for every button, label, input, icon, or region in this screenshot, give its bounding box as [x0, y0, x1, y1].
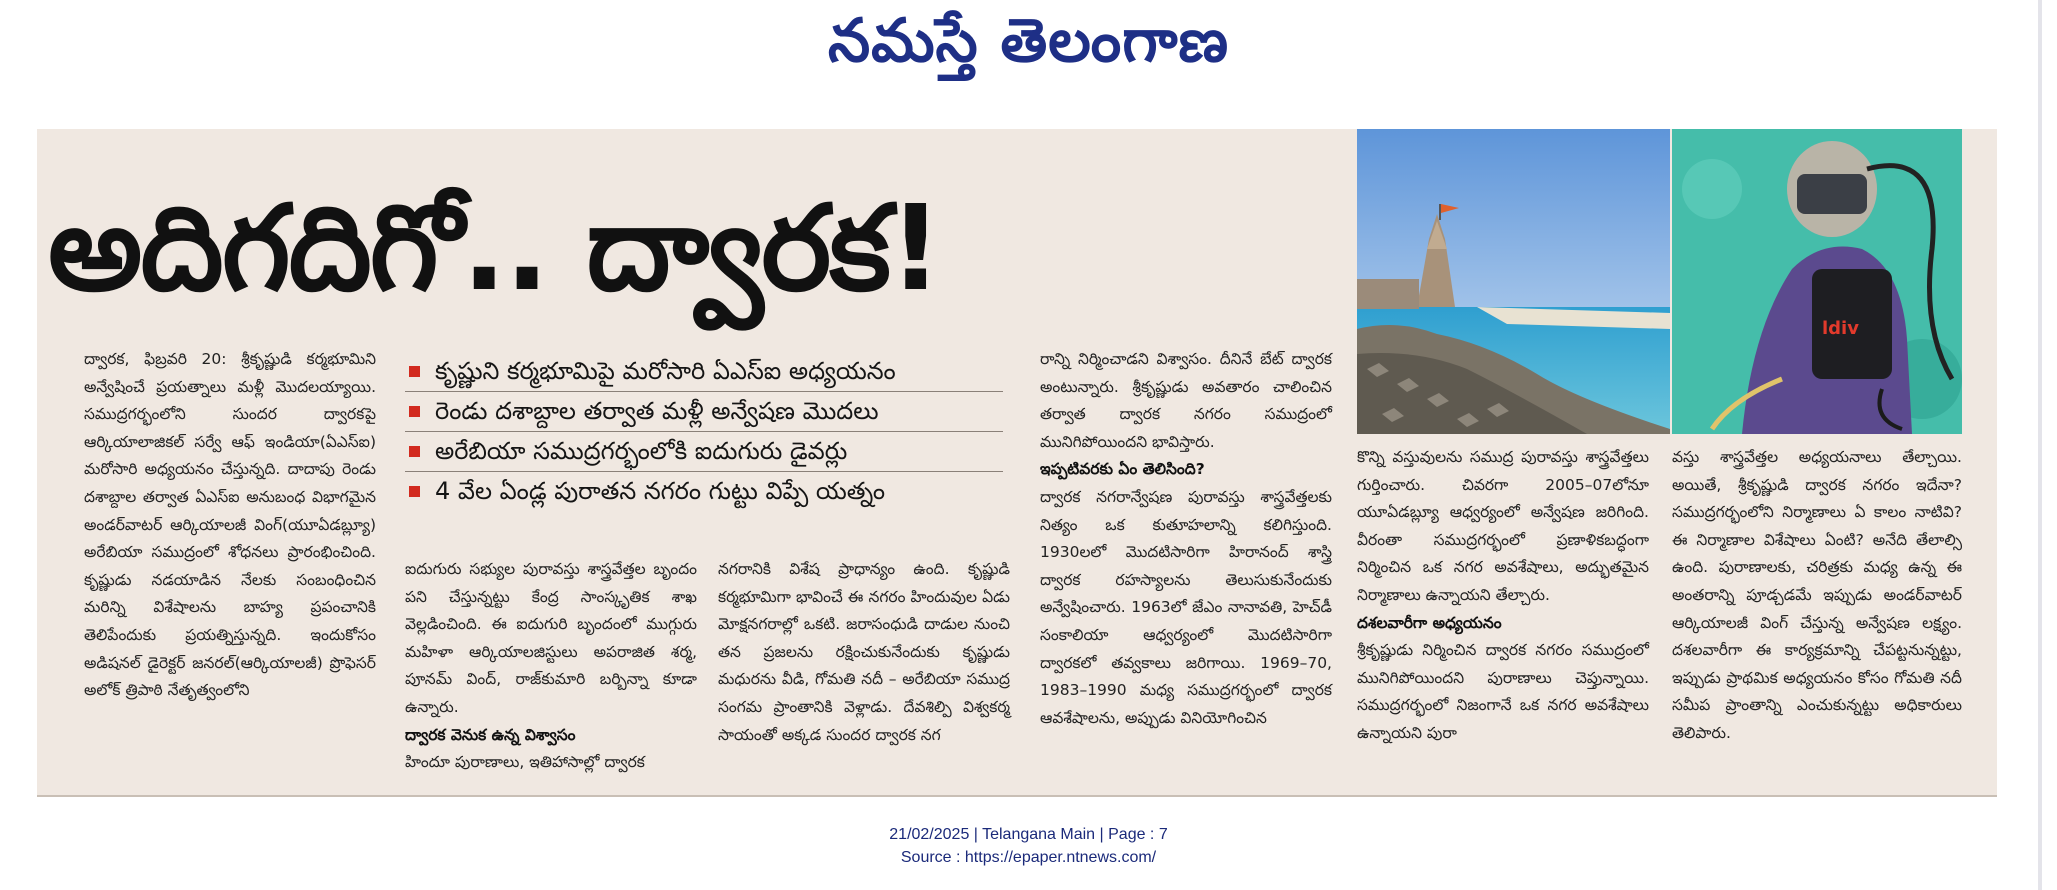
page-edge: [2038, 0, 2042, 890]
highlight-bullets: [405, 352, 1003, 511]
bullet-item: కృష్ణుని కర్మభూమిపై మరోసారి ఏఎస్‌ఐ అధ్యయనం: [405, 352, 1003, 392]
column-2-text: ఐదుగురు సభ్యుల పురావస్తు శాస్త్రవేత్తల బృందం పని చేస్తున్నట్టు కేంద్ర సాంస్కృతిక శాఖ వెల్లడించింది. ఈ ఐదుగురి బృందంలో ముగ్గురు మహిళా ఆర్కియాలజిస్టులు అపరాజిత శర్మ, పూనమ్ వింద్, రాజ్‌కుమారి బర్బిన్నా కూడా ఉన్నారు.: [405, 560, 697, 716]
bullet-item: 4 వేల ఏండ్ల పురాతన నగరం గుట్టు విప్పే యత్నం: [405, 472, 1003, 511]
bullet-item: అరేబియా సముద్రగర్భంలోకి ఐదుగురు డైవర్లు: [405, 432, 1003, 472]
bullet-marker-icon: [409, 486, 420, 497]
newspaper-masthead: నమస్తే తెలంగాణ: [827, 6, 1230, 76]
article-column-5: [1357, 444, 1649, 748]
temple-coast-image: [1357, 129, 1670, 434]
section-subheading: ద్వారక వెనుక ఉన్న విశ్వాసం: [405, 725, 576, 744]
bullet-marker-icon: [409, 366, 420, 377]
column-6-text: వస్తు శాస్త్రవేత్తల అధ్యయనాలు తేల్చాయి. అయితే, శ్రీకృష్ణుడి ద్వారక నగరం ఇదేనా? సముద్రగర్భంలోని నిర్మాణాలు ఏ కాలం నాటివి? ఈ నిర్మాణాల విశేషాలు ఏంటి? అనేది తేలాల్సి ఉంది. పురాణాలకు, చరిత్రకు మధ్య ఉన్న ఈ అంతరాన్ని పూడ్చడమే ఇప్పుడు అండర్‌వాటర్ ఆర్కియాలజీ వింగ్ చేస్తున్న అన్వేషణ లక్ష్యం. దశలవారీగా ఈ కార్యక్రమాన్ని చేపట్టనున్నట్టు, ఇప్పుడు ప్రాథమిక అధ్యయనం కోసం గోమతి నదీ సమీప ప్రాంతాన్ని ఎంచుకున్నట్టు అధికారులు తెలిపారు.: [1672, 448, 1962, 742]
article-column-1: [84, 346, 376, 705]
source-line: Source : https://epaper.ntnews.com/: [900, 849, 1157, 866]
article-column-6: [1672, 444, 1962, 748]
article-column-4: [1040, 346, 1332, 732]
column-4-text: రాన్ని నిర్మించాడని విశ్వాసం. దీనినే బేట్ ద్వారక అంటున్నారు. శ్రీకృష్ణుడు అవతారం చాలించిన తర్వాత ద్వారక నగరం సముద్రంలో మునిగిపోయిందని భావిస్తారు.: [1040, 350, 1332, 451]
svg-text:ldiv: ldiv: [1822, 318, 1859, 339]
article-column-3: [718, 556, 1010, 749]
diver-photo: [1672, 129, 1962, 434]
bullet-item: రెండు దశాబ్దాల తర్వాత మళ్లీ అన్వేషణ మొదలు: [405, 392, 1003, 432]
scuba-diver-image: [1672, 129, 1962, 434]
bullet-marker-icon: [409, 446, 420, 457]
column-5-body: శ్రీకృష్ణుడు నిర్మించిన ద్వారక నగరం సముద్రంలో మునిగిపోయిందని పురాణాలు చెప్తున్నాయి. సముద్రగర్భంలో నిజంగానే ఒక నగర అవశేషాలు ఉన్నాయని పురా: [1357, 641, 1649, 742]
column-1-text: ద్వారక, ఫిబ్రవరి 20: శ్రీకృష్ణుడి కర్మభూమిని అన్వేషించే ప్రయత్నాలు మళ్లీ మొదలయ్యాయి. సముద్రగర్భంలోని సుందర ద్వారకపై ఆర్కియాలాజికల్ సర్వే ఆఫ్ ఇండియా(ఏఎస్‌ఐ) మరోసారి అధ్యయనం చేస్తున్నది. దాదాపు రెండు దశాబ్దాల తర్వాత ఏఎస్‌ఐ అనుబంధ విభాగమైన అండర్‌వాటర్ ఆర్కియాలజీ వింగ్(యూఏడబ్ల్యూ) అరేబియా సముద్రంలో శోధనలు ప్రారంభించింది. కృష్ణుడు నడయాడిన నేలకు సంబంధించిన మరిన్ని విశేషాలను బాహ్య ప్రపంచానికి తెలిపేందుకు ప్రయత్నిస్తున్నది. ఇందుకోసం అడిషనల్ డైరెక్టర్ జనరల్(ఆర్కియాలజీ) ప్రొఫెసర్ అలోక్ త్రిపాఠి నేతృత్వంలోని: [84, 350, 376, 700]
page-info-line: 21/02/2025 | Telangana Main | Page : 7: [889, 826, 1168, 843]
article-column-2: [405, 556, 697, 777]
section-subheading: ఇప్పటివరకు ఏం తెలిసింది?: [1040, 460, 1205, 479]
column-5-text: కొన్ని వస్తువులను సముద్ర పురావస్తు శాస్త్రవేత్తలు గుర్తించారు. చివరగా 2005–07లోనూ యూఏడబ్ల్యూ ఆధ్వర్యంలో అన్వేషణ జరిగింది. వీరంతా సముద్రగర్భంలో ప్రణాళికబద్ధంగా నిర్మించిన ఒక నగర అవశేషాలు, అద్భుతమైన నిర్మాణాలు ఉన్నాయని తేల్చారు.: [1357, 448, 1649, 604]
column-3-text: నగరానికి విశేష ప్రాధాన్యం ఉంది. కృష్ణుడి కర్మభూమిగా భావించే ఈ నగరం హిందువుల ఏడు మోక్షనగరాల్లో ఒకటి. జరాసంధుడి దాడుల నుంచి తన ప్రజలను రక్షించుకునేందుకు కృష్ణుడు మధురను వీడి, గోమతి నదీ – అరేబియా సముద్ర సంగమ ప్రాంతానికి వెళ్లాడు. దేవశిల్పి విశ్వకర్మ సాయంతో అక్కడ సుందర ద్వారక నగ: [718, 560, 1010, 744]
article-headline: అదిగదిగో.. ద్వారక!: [48, 179, 941, 317]
section-subheading: దశలవారీగా అధ్యయనం: [1357, 613, 1502, 632]
bullet-marker-icon: [409, 406, 420, 417]
column-4-body: ద్వారక నగరాన్వేషణ పురావస్తు శాస్త్రవేత్తలకు నిత్యం ఒక కుతూహలాన్ని కలిగిస్తుంది. 1930లలో మొదటిసారిగా హిరానంద్ శాస్త్రి ద్వారక రహస్యాలను తెలుసుకునేందుకు అన్వేషించారు. 1963లో జేఎం నానావతి, హెచ్‌డీ సంకాలియా ఆధ్వర్యంలో మొదటిసారిగా ద్వారకలో తవ్వకాలు జరిగాయి. 1969–70, 1983–1990 మధ్య సముద్రగర్భంలో ద్వారక ఆవశేషాలను, అప్పుడు వినియోగించిన: [1040, 487, 1332, 727]
temple-coast-photo: [1357, 129, 1670, 434]
column-2-tail: హిందూ పురాణాలు, ఇతిహాసాల్లో ద్వారక: [405, 753, 645, 772]
